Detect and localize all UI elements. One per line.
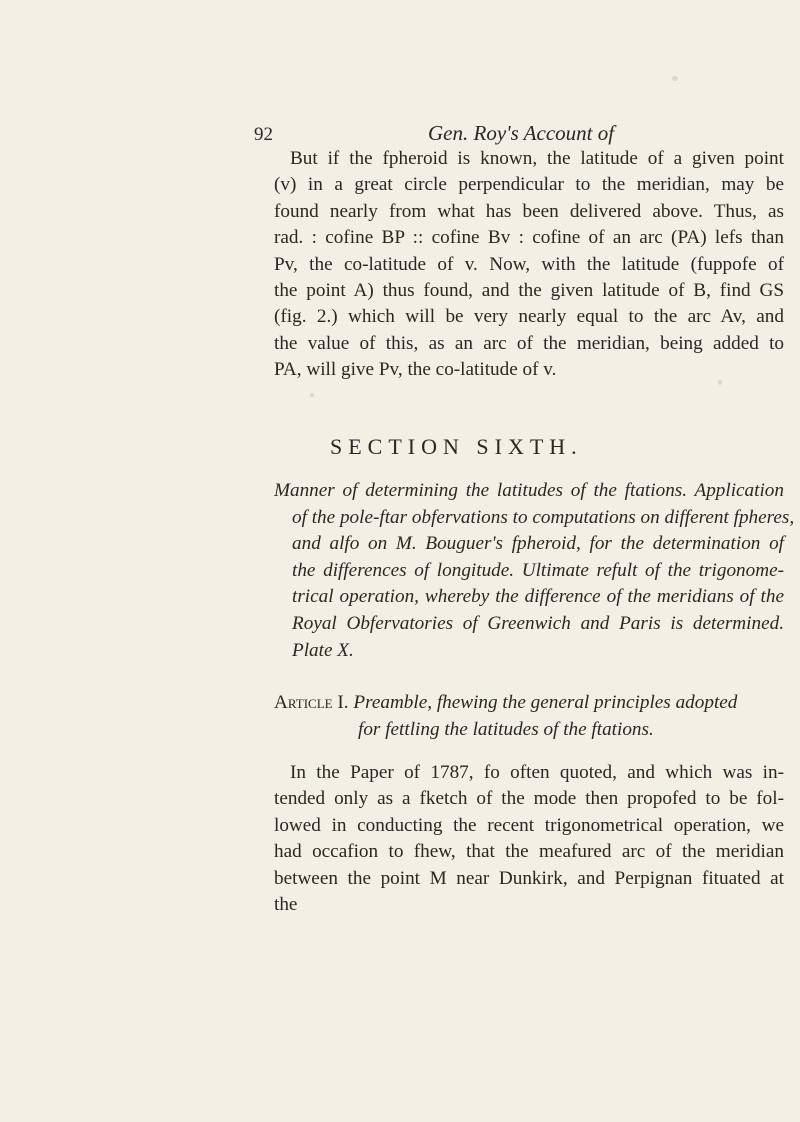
paper-foxing-spot (672, 76, 678, 81)
paragraph-line: Pv, the co-latitude of v. Now, with the latitude (fuppofe of (274, 253, 784, 275)
paragraph-line: the value of this, as an arc of the meridian, being added to (274, 332, 784, 354)
paragraph-line: PA, will give Pv, the co-latitude of v. (274, 359, 557, 381)
article-label: Article I. (274, 692, 349, 713)
paragraph-line: lowed in conducting the recent trigonometrical operation, we (274, 814, 784, 836)
page-number: 92 (254, 124, 273, 145)
paragraph-line: In the Paper of 1787, fo often quoted, and which was in- (290, 762, 784, 783)
paragraph-2 (274, 760, 784, 918)
article-title-line-2: for fettling the latitudes of the ftations. (358, 718, 654, 740)
paragraph-line: the point A) thus found, and the given latitude of B, find GS (274, 280, 784, 302)
article-heading (274, 690, 784, 743)
paper-foxing-spot (310, 393, 314, 397)
paragraph-line: rad. : cofine BP :: cofine Bv : cofine of an arc (PA) lefs than (274, 227, 784, 249)
paragraph-1 (274, 146, 784, 384)
article-title-line-1: Preamble, fhewing the general principles adopted (353, 692, 738, 713)
paragraph-line: between the point M near Dunkirk, and Perpignan fituated at (274, 867, 784, 889)
running-title (428, 121, 614, 146)
paragraph-line: (v) in a great circle perpendicular to the meridian, may be (274, 174, 784, 196)
catchword: the (274, 894, 298, 916)
paragraph-line: found nearly from what has been delivered above. Thus, as (274, 200, 784, 222)
paragraph-line: (fig. 2.) which will be very nearly equal to the arc Av, and (274, 306, 784, 328)
paper-foxing-spot (718, 380, 722, 385)
summary-line: Plate X. (292, 639, 354, 661)
summary-line: Manner of determining the latitudes of the ftations. Application (274, 480, 784, 501)
summary-line: of the pole-ftar obfervations to computations on different fpheres, (292, 506, 795, 528)
summary-line: trical operation, whereby the difference of the meridians of the (292, 586, 784, 608)
paragraph-line: tended only as a fketch of the mode then propofed to be fol- (274, 788, 784, 810)
section-summary (274, 478, 795, 664)
paragraph-line: had occafion to fhew, that the meafured arc of the meridian (274, 841, 784, 863)
paragraph-line: But if the fpheroid is known, the latitude of a given point (290, 148, 784, 169)
section-heading: SECTION SIXTH. (330, 434, 583, 459)
running-title-text: Gen. Roy's Account of (428, 121, 615, 145)
summary-line: the differences of longitude. Ultimate refult of the trigonome- (292, 559, 784, 581)
summary-line: and alfo on M. Bouguer's fpheroid, for the determination of (292, 533, 784, 555)
summary-line: Royal Obfervatories of Greenwich and Paris is determined. (292, 612, 784, 634)
